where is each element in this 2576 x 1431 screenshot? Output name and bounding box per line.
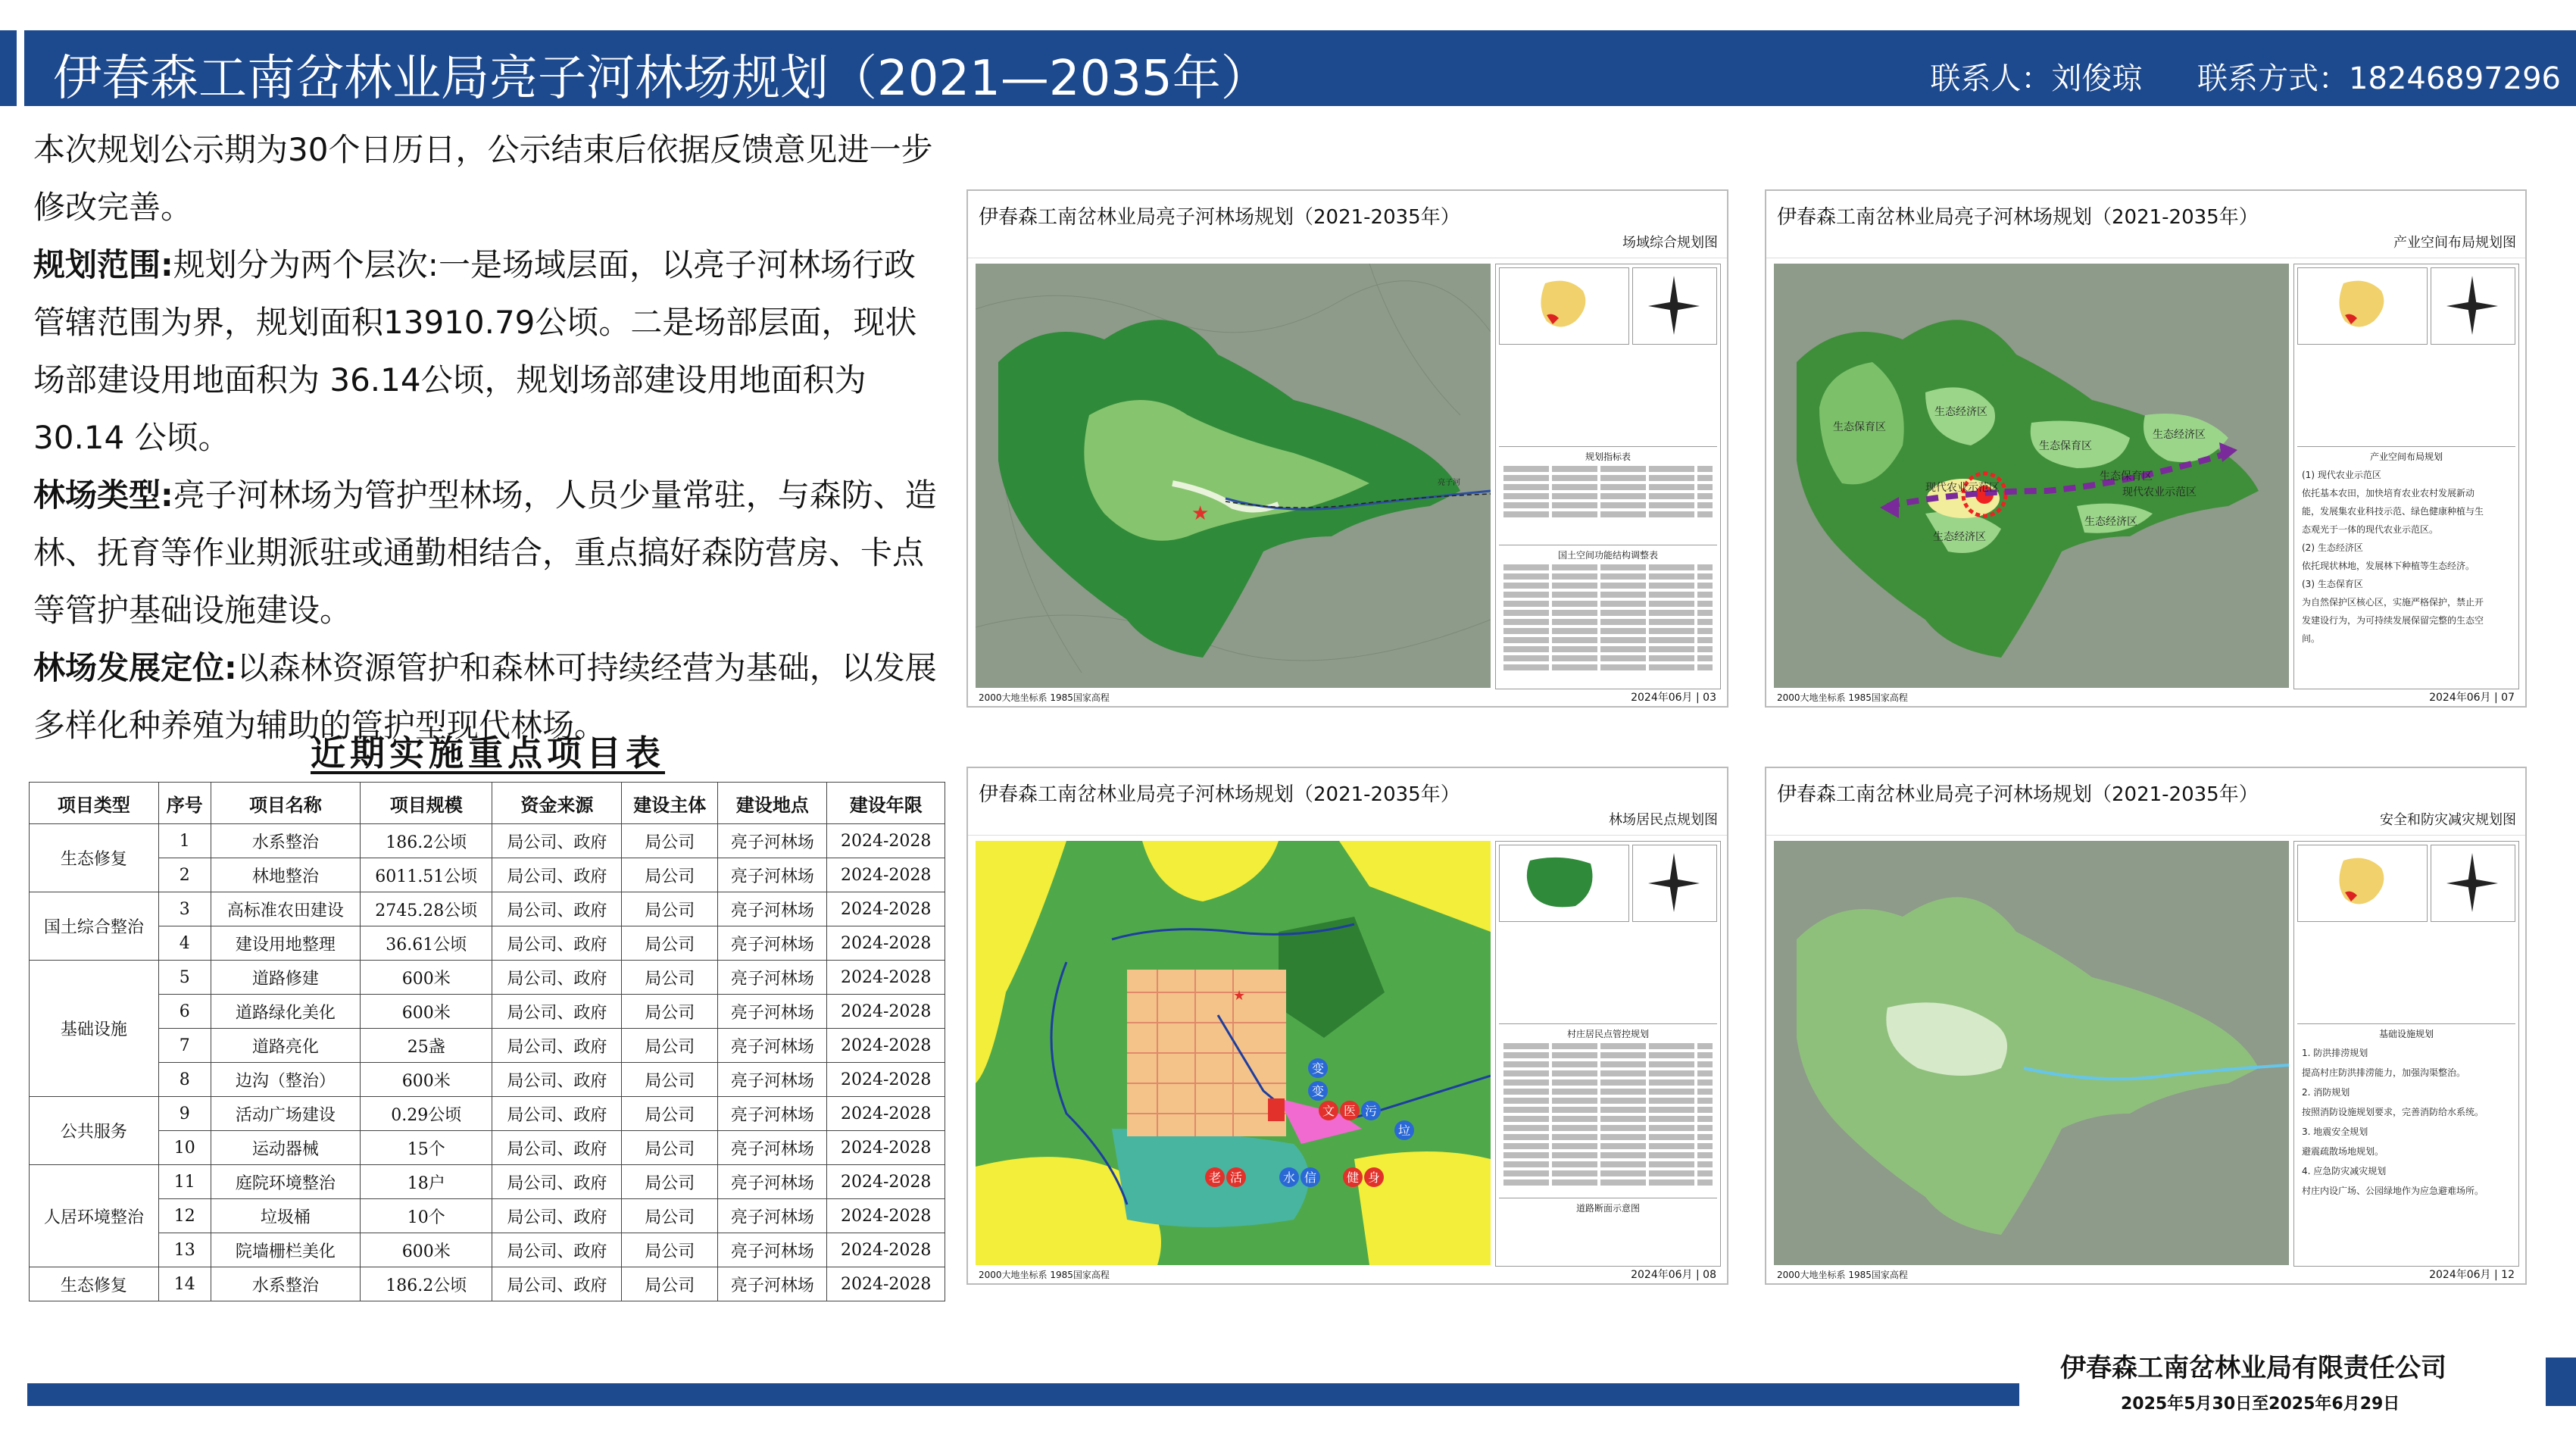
table-cell: 局公司、政府	[492, 1029, 622, 1063]
side-heading: 产业空间布局规划	[2297, 446, 2515, 463]
footer-bar	[27, 1383, 2019, 1406]
panel-settlement-plan	[966, 767, 1728, 1285]
table-cell: 局公司、政府	[492, 926, 622, 961]
panel-industry-layout	[1765, 189, 2527, 708]
table-cell: 局公司	[622, 1199, 718, 1233]
panel-safety-plan	[1765, 767, 2527, 1285]
side-description: 1. 防洪排涝规划 提高村庄防洪排涝能力，加强沟渠整治。 2. 消防规划 按照消防设施规划要求，完善消防给水系统。 3. 地震安全规划 避震疏散场地规划。 4. 应急防灾减灾规划 村庄内设广场、公园绿地作为应急避难场所。	[2302, 1048, 2484, 1196]
type-label: 林场类型:	[33, 476, 173, 514]
table-cell: 2024-2028	[827, 1267, 945, 1301]
table-row	[30, 1097, 945, 1131]
location-map	[2297, 267, 2428, 345]
table-cell: 9	[158, 1097, 211, 1131]
table-body	[30, 824, 945, 1301]
panel-subtitle: 产业空间布局规划图	[2393, 235, 2516, 251]
table-cell: 局公司	[622, 995, 718, 1029]
table-cell: 局公司、政府	[492, 1199, 622, 1233]
panel-subtitle: 安全和防灾减灾规划图	[2380, 812, 2516, 828]
telecom-badge: 信	[1304, 1170, 1317, 1185]
publication-period: 2025年5月30日至2025年6月29日	[2121, 1395, 2400, 1414]
function-table	[1503, 561, 1713, 673]
header-accent	[17, 30, 24, 106]
table-row	[30, 892, 945, 926]
garbage-badge: 垃	[1397, 1123, 1411, 1138]
sewage-badge: 污	[1364, 1104, 1378, 1118]
table-cell: 6	[158, 995, 211, 1029]
zone-label: 生态保育区	[1833, 421, 1886, 433]
table-cell: 亮子河林场	[718, 1131, 827, 1165]
table-row	[30, 1165, 945, 1199]
table-cell: 庭院环境整治	[211, 1165, 360, 1199]
project-type-cell: 公共服务	[30, 1097, 159, 1165]
side-heading: 规划指标表	[1499, 446, 1717, 463]
table-header-row	[30, 783, 945, 824]
table-header-cell: 建设年限	[827, 783, 945, 824]
table-cell: 2024-2028	[827, 1097, 945, 1131]
intro-notice: 本次规划公示期为30个日历日，公示结束后依据反馈意见进一步修改完善。	[33, 131, 933, 226]
table-title: 近期实施重点项目表	[311, 733, 665, 773]
panel-comprehensive-plan	[966, 189, 1728, 708]
footnote: 2000大地坐标系 1985国家高程	[979, 1270, 1110, 1280]
side-heading: 基础设施规划	[2297, 1023, 2515, 1040]
table-cell: 2024-2028	[827, 995, 945, 1029]
table-cell: 局公司	[622, 1063, 718, 1097]
zone-label: 现代农业示范区	[2122, 486, 2197, 498]
table-cell: 2745.28公顷	[361, 892, 492, 926]
elderly-badge: 老	[1208, 1170, 1222, 1185]
side-description: (1) 现代农业示范区 依托基本农田，加快培育农业农村发展新动 能，发展集农业科技示范、绿色健康种植与生 态观光于一体的现代农业示范区。 (2) 生态经济区 依托现状林地，发展林下种植等生态经济。 (3) 生态保育区 为自然保护区核心区，实施严格保护，禁止开 发建设行为，为可持续发展保留完整的生态空 间。	[2302, 470, 2484, 644]
safety-map	[1774, 841, 2289, 1265]
panel-header	[1766, 768, 2525, 836]
table-cell: 10	[158, 1131, 211, 1165]
svg-text:★: ★	[1233, 988, 1246, 1004]
table-cell: 2024-2028	[827, 892, 945, 926]
table-cell: 186.2公顷	[361, 824, 492, 858]
table-cell: 186.2公顷	[361, 1267, 492, 1301]
table-cell: 2024-2028	[827, 1063, 945, 1097]
table-cell: 600米	[361, 1063, 492, 1097]
wind-rose-icon	[2431, 267, 2515, 345]
table-cell: 运动器械	[211, 1131, 360, 1165]
map-settlement	[976, 841, 1491, 1265]
table-cell: 道路亮化	[211, 1029, 360, 1063]
table-cell: 2024-2028	[827, 926, 945, 961]
table-row	[30, 824, 945, 858]
culture-badge: 文	[1322, 1104, 1335, 1118]
table-cell: 4	[158, 926, 211, 961]
fitness-badge: 健	[1346, 1170, 1360, 1185]
wind-rose-icon	[1632, 267, 1717, 345]
table-row	[30, 1233, 945, 1267]
panel-footer	[1774, 1267, 2518, 1282]
table-cell: 2024-2028	[827, 1199, 945, 1233]
panel-header	[968, 768, 1727, 836]
intro-text	[33, 121, 942, 755]
project-type-cell: 基础设施	[30, 961, 159, 1097]
table-cell: 亮子河林场	[718, 1029, 827, 1063]
settlement-map	[976, 841, 1491, 1265]
panel-footer	[976, 689, 1719, 705]
location-map	[1499, 267, 1629, 345]
panel-subtitle: 林场居民点规划图	[1609, 812, 1718, 828]
side-heading-2: 国土空间功能结构调整表	[1499, 545, 1717, 561]
table-cell: 局公司、政府	[492, 1063, 622, 1097]
table-header-cell: 资金来源	[492, 783, 622, 824]
table-cell: 2	[158, 858, 211, 892]
table-cell: 亮子河林场	[718, 1199, 827, 1233]
table-cell: 局公司	[622, 858, 718, 892]
contact-info	[1884, 55, 2561, 98]
table-cell: 亮子河林场	[718, 892, 827, 926]
project-type-cell: 人居环境整治	[30, 1165, 159, 1267]
village-label: 亮子河	[1438, 479, 1460, 487]
table-cell: 13	[158, 1233, 211, 1267]
header-bar	[0, 30, 2576, 106]
table-header-cell: 项目类型	[30, 783, 159, 824]
table-header-cell: 建设主体	[622, 783, 718, 824]
table-cell: 局公司、政府	[492, 1267, 622, 1301]
table-cell: 15个	[361, 1131, 492, 1165]
type-text: 亮子河林场为管护型林场，人员少量常驻，与森防、造林、抚育等作业期派驻或通勤相结合，重点搞好森防营房、卡点等管护基础设施建设。	[33, 476, 937, 629]
footnote: 2000大地坐标系 1985国家高程	[1777, 692, 1908, 703]
footer-accent	[2546, 1358, 2576, 1406]
panel-side-info	[1495, 264, 1721, 689]
table-row	[30, 1029, 945, 1063]
table-cell: 2024-2028	[827, 824, 945, 858]
table-cell: 亮子河林场	[718, 1097, 827, 1131]
panel-title: 伊春森工南岔林业局亮子河林场规划（2021-2035年）	[979, 206, 1460, 229]
table-cell: 14	[158, 1267, 211, 1301]
table-cell: 600米	[361, 961, 492, 995]
table-cell: 局公司	[622, 1165, 718, 1199]
table-cell: 11	[158, 1165, 211, 1199]
table-cell: 亮子河林场	[718, 1165, 827, 1199]
panel-header	[968, 191, 1727, 258]
zone-label: 生态保育区	[2100, 470, 2153, 483]
table-cell: 道路绿化美化	[211, 995, 360, 1029]
wind-rose-icon	[1632, 845, 1717, 922]
zone-label: 生态保育区	[2039, 440, 2092, 452]
scope-label: 规划范围:	[33, 246, 173, 283]
footnote: 2000大地坐标系 1985国家高程	[979, 692, 1110, 703]
table-cell: 600米	[361, 1233, 492, 1267]
table-cell: 局公司	[622, 1233, 718, 1267]
date-page: 2024年06月 | 08	[1631, 1269, 1716, 1281]
table-cell: 亮子河林场	[718, 1063, 827, 1097]
zone-label: 生态经济区	[1933, 531, 1986, 543]
table-cell: 建设用地整理	[211, 926, 360, 961]
project-type-cell: 生态修复	[30, 824, 159, 892]
substation-badge: 变	[1311, 1084, 1325, 1098]
table-cell: 5	[158, 961, 211, 995]
table-cell: 2024-2028	[827, 1029, 945, 1063]
table-cell: 亮子河林场	[718, 1233, 827, 1267]
table-header-cell: 项目规模	[361, 783, 492, 824]
date-page: 2024年06月 | 03	[1631, 692, 1716, 704]
table-cell: 局公司	[622, 1131, 718, 1165]
project-table	[29, 782, 945, 1301]
table-cell: 道路修建	[211, 961, 360, 995]
zone-label: 生态经济区	[2084, 516, 2137, 528]
position-label: 林场发展定位:	[33, 649, 237, 686]
table-cell: 2024-2028	[827, 961, 945, 995]
table-row	[30, 1063, 945, 1097]
table-header-cell: 项目名称	[211, 783, 360, 824]
table-cell: 院墙栅栏美化	[211, 1233, 360, 1267]
table-cell: 局公司	[622, 824, 718, 858]
table-row	[30, 1267, 945, 1301]
table-cell: 局公司、政府	[492, 1097, 622, 1131]
svg-text:★: ★	[1191, 502, 1210, 525]
intro-scope	[33, 236, 942, 467]
table-cell: 3	[158, 892, 211, 926]
location-map	[1499, 845, 1629, 922]
control-text	[1503, 1040, 1713, 1189]
project-type-cell: 生态修复	[30, 1267, 159, 1301]
table-cell: 12	[158, 1199, 211, 1233]
substation-badge: 变	[1311, 1061, 1325, 1076]
side-heading-2: 道路断面示意图	[1499, 1198, 1717, 1214]
table-cell: 7	[158, 1029, 211, 1063]
table-cell: 局公司	[622, 1029, 718, 1063]
table-cell: 局公司、政府	[492, 1131, 622, 1165]
intro-type	[33, 467, 942, 639]
table-row	[30, 995, 945, 1029]
table-cell: 局公司	[622, 926, 718, 961]
panel-footer	[976, 1267, 1719, 1282]
footnote: 2000大地坐标系 1985国家高程	[1777, 1270, 1908, 1280]
table-cell: 活动广场建设	[211, 1097, 360, 1131]
date-page: 2024年06月 | 07	[2429, 692, 2515, 704]
table-header-cell: 序号	[158, 783, 211, 824]
table-cell: 1	[158, 824, 211, 858]
map-industry	[1774, 264, 2289, 688]
table-cell: 8	[158, 1063, 211, 1097]
table-cell: 高标准农田建设	[211, 892, 360, 926]
table-cell: 亮子河林场	[718, 1267, 827, 1301]
table-cell: 2024-2028	[827, 1165, 945, 1199]
map-comprehensive	[976, 264, 1491, 688]
water-badge: 水	[1282, 1170, 1296, 1185]
table-cell: 水系整治	[211, 1267, 360, 1301]
table-cell: 局公司	[622, 1097, 718, 1131]
panel-side-info	[2293, 841, 2519, 1267]
table-cell: 亮子河林场	[718, 995, 827, 1029]
industry-map	[1774, 264, 2289, 688]
table-cell: 18户	[361, 1165, 492, 1199]
table-cell: 600米	[361, 995, 492, 1029]
table-cell: 局公司、政府	[492, 1165, 622, 1199]
table-cell: 局公司、政府	[492, 858, 622, 892]
page-title: 伊春森工南岔林业局亮子河林场规划（2021—2035年）	[53, 51, 1269, 107]
scope-text: 规划分为两个层次:一是场域层面，以亮子河林场行政管辖范围为界，规划面积13910.79公顷。二是场部层面，现状场部建设用地面积为 36.14公顷，规划场部建设用地面积为30.14 公顷。	[33, 246, 917, 456]
zone-label: 现代农业示范区	[1925, 482, 2000, 494]
location-map	[2297, 845, 2428, 922]
map-safety	[1774, 841, 2289, 1265]
position-text: 以森林资源管护和森林可持续经营为基础，以发展多样化种养殖为辅助的管护型现代林场。	[33, 649, 937, 744]
table-header-cell: 建设地点	[718, 783, 827, 824]
panel-subtitle: 场域综合规划图	[1622, 235, 1718, 251]
table-cell: 局公司、政府	[492, 961, 622, 995]
side-heading: 村庄居民点管控规划	[1499, 1023, 1717, 1040]
panel-title: 伊春森工南岔林业局亮子河林场规划（2021-2035年）	[1777, 783, 2259, 806]
table-cell: 6011.51公顷	[361, 858, 492, 892]
table-cell: 亮子河林场	[718, 926, 827, 961]
table-cell: 边沟（整治）	[211, 1063, 360, 1097]
table-cell: 2024-2028	[827, 858, 945, 892]
panel-title: 伊春森工南岔林业局亮子河林场规划（2021-2035年）	[1777, 206, 2259, 229]
panel-title: 伊春森工南岔林业局亮子河林场规划（2021-2035年）	[979, 783, 1460, 806]
wind-rose-icon	[2431, 845, 2515, 922]
panel-side-info	[1495, 841, 1721, 1267]
table-cell: 局公司	[622, 961, 718, 995]
table-cell: 25盏	[361, 1029, 492, 1063]
contact-person: 联系人：刘俊琼	[1930, 61, 2143, 96]
date-page: 2024年06月 | 12	[2429, 1269, 2515, 1281]
table-cell: 林地整治	[211, 858, 360, 892]
table-cell: 36.61公顷	[361, 926, 492, 961]
table-row	[30, 1199, 945, 1233]
panel-header	[1766, 191, 2525, 258]
contact-method: 联系方式：18246897296	[2197, 61, 2561, 96]
table-cell: 亮子河林场	[718, 824, 827, 858]
panel-side-info	[2293, 264, 2519, 689]
panel-footer	[1774, 689, 2518, 705]
zone-label: 生态经济区	[1934, 406, 1987, 418]
table-row	[30, 858, 945, 892]
table-cell: 垃圾桶	[211, 1199, 360, 1233]
table-cell: 局公司、政府	[492, 824, 622, 858]
zone-label: 生态经济区	[2153, 429, 2206, 441]
indicator-table	[1503, 463, 1713, 520]
table-cell: 10个	[361, 1199, 492, 1233]
table-cell: 2024-2028	[827, 1131, 945, 1165]
project-type-cell: 国土综合整治	[30, 892, 159, 961]
table-cell: 水系整治	[211, 824, 360, 858]
table-cell: 局公司、政府	[492, 892, 622, 926]
table-cell: 局公司	[622, 892, 718, 926]
table-cell: 2024-2028	[827, 1233, 945, 1267]
table-cell: 局公司、政府	[492, 995, 622, 1029]
table-cell: 局公司、政府	[492, 1233, 622, 1267]
table-cell: 亮子河林场	[718, 858, 827, 892]
table-cell: 亮子河林场	[718, 961, 827, 995]
table-cell: 局公司	[622, 1267, 718, 1301]
fitness-badge: 身	[1367, 1170, 1381, 1185]
clinic-badge: 医	[1343, 1104, 1357, 1118]
table-row	[30, 1131, 945, 1165]
table-row	[30, 926, 945, 961]
terrain-map	[976, 264, 1491, 688]
table-cell: 0.29公顷	[361, 1097, 492, 1131]
table-row	[30, 961, 945, 995]
company-name: 伊春森工南岔林业局有限责任公司	[2060, 1353, 2446, 1383]
activity-badge: 活	[1229, 1170, 1243, 1185]
